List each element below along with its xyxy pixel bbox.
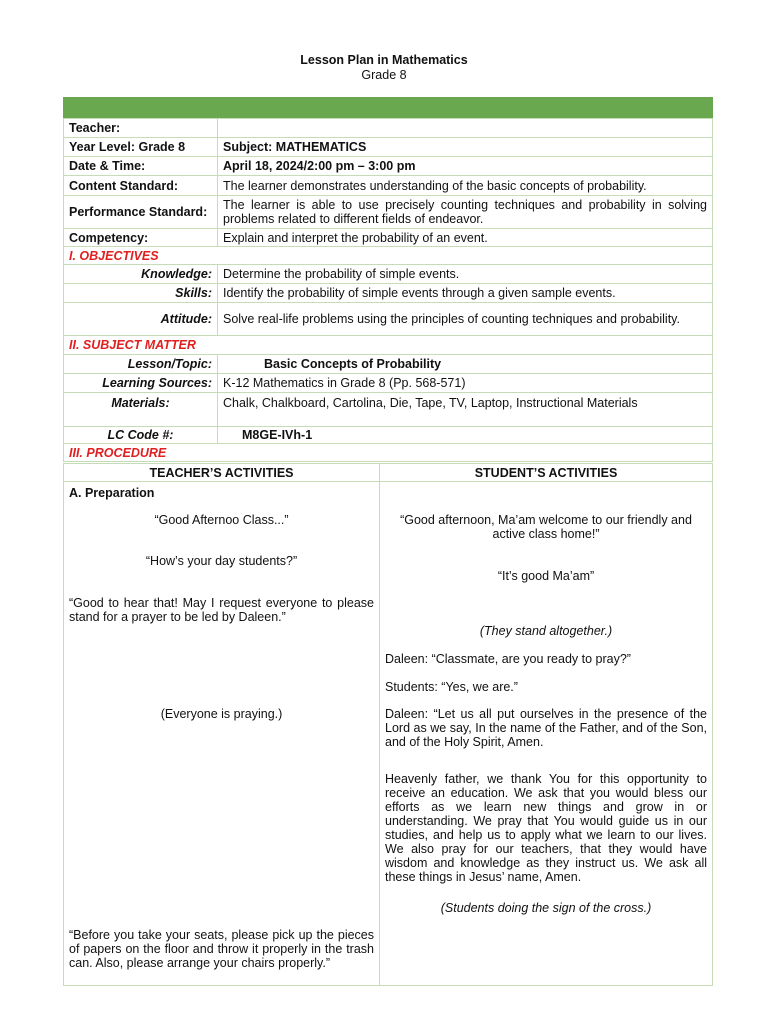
subject-label: Subject: MATHEMATICS xyxy=(218,138,713,157)
performance-standard-label: Performance Standard: xyxy=(64,196,218,229)
lc-code-label: LC Code #: xyxy=(64,427,218,444)
teacher-greeting: “Good Afternoo Class...” xyxy=(154,513,289,527)
student-good-reply: “It’s good Ma’am” xyxy=(497,569,595,583)
attitude-label: Attitude: xyxy=(64,303,218,336)
lc-code-value: M8GE-IVh-1 xyxy=(218,427,713,444)
objectives-heading: I. OBJECTIVES xyxy=(64,247,713,265)
learning-sources-value: K-12 Mathematics in Grade 8 (Pp. 568-571) xyxy=(218,374,713,393)
student-activities-header: STUDENT’S ACTIVITIES xyxy=(380,464,713,482)
document-header xyxy=(0,53,768,83)
competency-value: Explain and interpret the probability of an event. xyxy=(218,229,713,247)
document-title: Lesson Plan in Mathematics xyxy=(300,53,468,67)
student-cross-note: (Students doing the sign of the cross.) xyxy=(440,901,652,915)
lesson-topic-value: Basic Concepts of Probability xyxy=(218,355,713,374)
daleen-ready-question: Daleen: “Classmate, are you ready to pray?” xyxy=(385,652,631,666)
class-prayer: Heavenly father, we thank You for this opportunity to receive an education. We ask that you would bless our efforts as we learn new things and grow in or understanding. We pray that You would guide us in our studies, and help us to apply what we learn to our lives. We also pray for our teachers, that they would have wisdom and knowledge as they instruct us. We ask all these things in Jesus’ name, Amen. xyxy=(385,772,707,884)
skills-value: Identify the probability of simple events through a given sample events. xyxy=(218,284,713,303)
header-bar xyxy=(63,97,713,118)
teacher-activities-column xyxy=(64,482,380,986)
document-subtitle: Grade 8 xyxy=(361,68,407,82)
student-greeting: “Good afternoon, Ma’am welcome to our friendly and active class home!” xyxy=(400,513,692,541)
content-standard-value: The learner demonstrates understanding of the basic concepts of probability. xyxy=(218,176,713,196)
teacher-prayer-request: “Good to hear that! May I request everyone to please stand for a prayer to be led by Daleen.” xyxy=(69,596,374,624)
knowledge-value: Determine the probability of simple events. xyxy=(218,265,713,284)
preparation-heading: A. Preparation xyxy=(69,486,155,500)
knowledge-label: Knowledge: xyxy=(64,265,218,284)
subject-matter-heading: II. SUBJECT MATTER xyxy=(64,336,713,355)
teacher-value xyxy=(218,119,713,138)
materials-label: Materials: xyxy=(64,393,218,427)
student-activities-column xyxy=(380,482,713,986)
date-time-value: April 18, 2024/2:00 pm – 3:00 pm xyxy=(218,157,713,176)
lesson-plan-table xyxy=(63,118,713,462)
procedure-heading: III. PROCEDURE xyxy=(64,444,713,462)
learning-sources-label: Learning Sources: xyxy=(64,374,218,393)
teacher-seats-instruction: “Before you take your seats, please pick up the pieces of papers on the floor and throw it properly in the trash can. Also, please arrange your chairs properly.” xyxy=(69,928,374,970)
materials-value: Chalk, Chalkboard, Cartolina, Die, Tape, TV, Laptop, Instructional Materials xyxy=(218,393,713,427)
attitude-value: Solve real-life problems using the principles of counting techniques and probability. xyxy=(218,303,713,336)
competency-label: Competency: xyxy=(64,229,218,247)
lesson-topic-label: Lesson/Topic: xyxy=(64,355,218,374)
student-stand-note: (They stand altogether.) xyxy=(479,624,613,638)
daleen-opening-prayer: Daleen: “Let us all put ourselves in the presence of the Lord as we say, In the name of the Father, and of the Son, and of the Holy Spirit, Amen. xyxy=(385,707,707,749)
teacher-day-question: “How’s your day students?” xyxy=(145,554,298,568)
procedure-table xyxy=(63,463,713,986)
students-reply: Students: “Yes, we are.” xyxy=(385,680,518,694)
skills-label: Skills: xyxy=(64,284,218,303)
teacher-activities-header: TEACHER’S ACTIVITIES xyxy=(64,464,380,482)
teacher-label: Teacher: xyxy=(64,119,218,138)
content-standard-label: Content Standard: xyxy=(64,176,218,196)
date-time-label: Date & Time: xyxy=(64,157,218,176)
teacher-praying-note: (Everyone is praying.) xyxy=(160,707,283,721)
year-level-label: Year Level: Grade 8 xyxy=(64,138,218,157)
performance-standard-value: The learner is able to use precisely counting techniques and probability in solving problems related to different fields of endeavor. xyxy=(218,196,713,229)
